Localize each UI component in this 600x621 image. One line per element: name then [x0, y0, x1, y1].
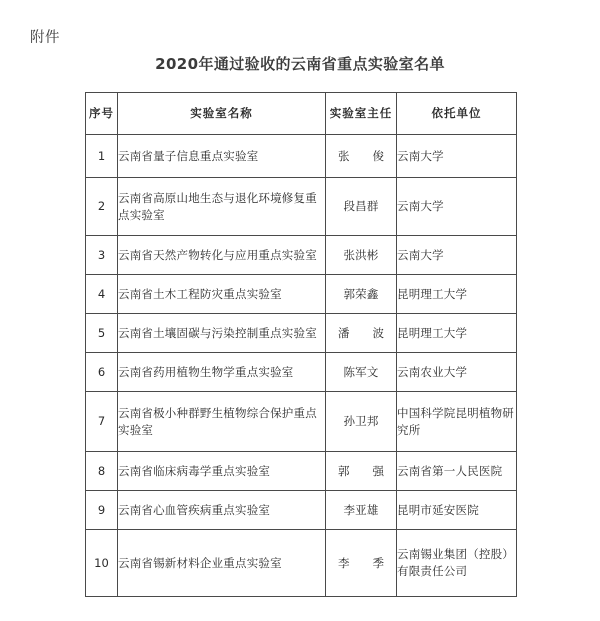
table-row: [86, 178, 517, 236]
row-lab-name: 云南省高原山地生态与退化环境修复重点实验室: [118, 178, 326, 236]
row-director: 郭 强: [326, 452, 397, 491]
row-organization: 昆明理工大学: [397, 275, 517, 314]
row-lab-name: 云南省药用植物生物学重点实验室: [118, 353, 326, 392]
attachment-label: 附件: [30, 30, 60, 46]
row-lab-name: 云南省土壤固碳与污染控制重点实验室: [118, 314, 326, 353]
row-director: 张洪彬: [326, 236, 397, 275]
row-director: 段昌群: [326, 178, 397, 236]
table-row: [86, 135, 517, 178]
row-lab-name: 云南省天然产物转化与应用重点实验室: [118, 236, 326, 275]
row-lab-name: 云南省量子信息重点实验室: [118, 135, 326, 178]
row-director: 陈军文: [326, 353, 397, 392]
row-index: 7: [86, 392, 118, 452]
table-header-row: [86, 93, 517, 135]
row-index: 5: [86, 314, 118, 353]
column-header-director: 实验室主任: [326, 93, 397, 135]
laboratory-list-table: [85, 92, 517, 597]
row-index: 4: [86, 275, 118, 314]
row-director: 潘 波: [326, 314, 397, 353]
row-organization: 云南锡业集团（控股）有限责任公司: [397, 530, 517, 597]
row-organization: 云南大学: [397, 135, 517, 178]
row-director: 郭荣鑫: [326, 275, 397, 314]
table-header: [86, 93, 517, 135]
row-lab-name: 云南省心血管疾病重点实验室: [118, 491, 326, 530]
table-row: [86, 491, 517, 530]
row-index: 10: [86, 530, 118, 597]
column-header-organization: 依托单位: [397, 93, 517, 135]
row-lab-name: 云南省极小种群野生植物综合保护重点实验室: [118, 392, 326, 452]
table-row: [86, 392, 517, 452]
table-row: [86, 275, 517, 314]
row-director: 孙卫邦: [326, 392, 397, 452]
table-body: [86, 135, 517, 597]
row-lab-name: 云南省临床病毒学重点实验室: [118, 452, 326, 491]
row-organization: 云南农业大学: [397, 353, 517, 392]
row-organization: 昆明理工大学: [397, 314, 517, 353]
row-lab-name: 云南省土木工程防灾重点实验室: [118, 275, 326, 314]
row-organization: 中国科学院昆明植物研究所: [397, 392, 517, 452]
table-row: [86, 452, 517, 491]
row-lab-name: 云南省锡新材料企业重点实验室: [118, 530, 326, 597]
row-organization: 云南大学: [397, 236, 517, 275]
table-row: [86, 530, 517, 597]
column-header-index: 序号: [86, 93, 118, 135]
row-index: 9: [86, 491, 118, 530]
row-index: 1: [86, 135, 118, 178]
row-index: 2: [86, 178, 118, 236]
table-row: [86, 353, 517, 392]
row-director: 张 俊: [326, 135, 397, 178]
table-row: [86, 314, 517, 353]
row-organization: 昆明市延安医院: [397, 491, 517, 530]
row-director: 李 季: [326, 530, 397, 597]
page-title: 2020年通过验收的云南省重点实验室名单: [155, 55, 445, 73]
row-index: 6: [86, 353, 118, 392]
table-row: [86, 236, 517, 275]
row-index: 8: [86, 452, 118, 491]
row-index: 3: [86, 236, 118, 275]
column-header-name: 实验室名称: [118, 93, 326, 135]
row-director: 李亚雄: [326, 491, 397, 530]
lab-table-container: [85, 92, 516, 597]
row-organization: 云南大学: [397, 178, 517, 236]
row-organization: 云南省第一人民医院: [397, 452, 517, 491]
